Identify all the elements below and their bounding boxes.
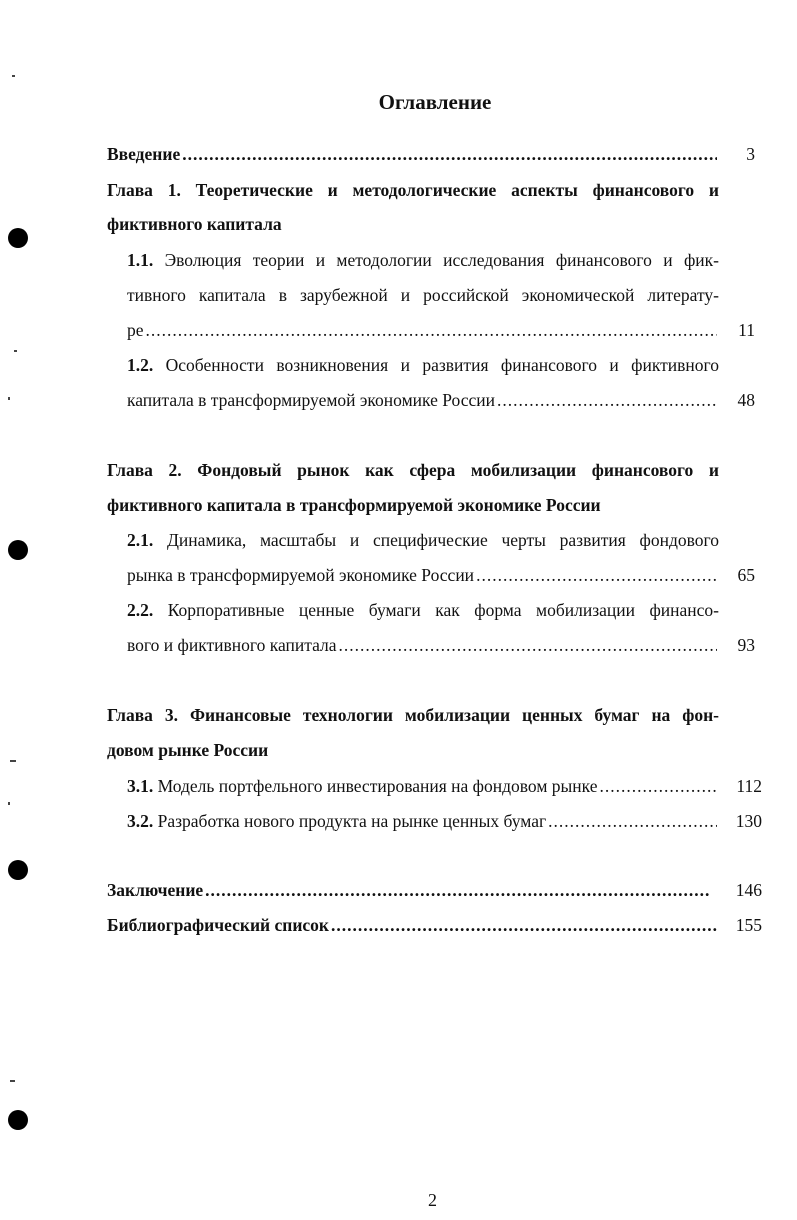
page-number: 2: [428, 1190, 437, 1210]
scan-speck: [10, 1080, 15, 1082]
toc-page: 3: [746, 144, 755, 164]
scan-speck: [14, 350, 17, 352]
scan-speck: [8, 397, 10, 400]
toc-entry-1-1-cont: тивного капитала в зарубежной и российской экономической литерату-: [127, 285, 719, 305]
toc-page: 93: [737, 635, 755, 655]
toc-entry-1-1: 1.1. Эволюция теории и методологии исследования финансового и фик-: [127, 250, 719, 270]
toc-entry-2-2: 2.2. Корпоративные ценные бумаги как форма мобилизации финансо-: [127, 600, 720, 620]
toc-label: Введение: [107, 144, 181, 164]
toc-entry-2-1-end: рынка в трансформируемой экономике России .....: [127, 565, 719, 586]
binder-hole: [8, 860, 28, 880]
page-title: Оглавление: [378, 90, 492, 114]
toc-entry-bibliography: Библиографический список .....: [107, 915, 719, 936]
toc-page: 48: [737, 390, 755, 410]
toc-page: 11: [738, 320, 755, 340]
chapter-3-heading-cont: довом рынке России: [107, 740, 269, 760]
chapter-2-heading-cont: фиктивного капитала в трансформируемой экономике России: [107, 495, 601, 515]
scan-speck: [10, 760, 16, 762]
toc-page: 130: [735, 811, 762, 831]
toc-entry-3-2: 3.2. Разработка нового продукта на рынке ценных бумаг .....: [127, 811, 719, 832]
chapter-1-heading-cont: фиктивного капитала: [107, 214, 282, 234]
scan-speck: [12, 75, 15, 77]
binder-hole: [8, 228, 28, 248]
toc-page: 112: [736, 776, 762, 796]
toc-entry-intro: [107, 144, 719, 165]
chapter-2-heading: Глава 2. Фондовый рынок как сфера мобилизации финансового и: [107, 460, 719, 480]
toc-entry-2-2-end: вого и фиктивного капитала .....: [127, 635, 719, 656]
toc-page: 146: [735, 880, 762, 900]
toc-entry-1-2: 1.2. Особенности возникновения и развития финансового и фиктивного: [127, 355, 720, 375]
chapter-1-heading: Глава 1. Теоретические и методологические аспекты финансового и: [107, 180, 719, 200]
binder-hole: [8, 1110, 28, 1130]
toc-entry-1-2-end: капитала в трансформируемой экономике России .....: [127, 390, 719, 411]
scan-speck: [8, 802, 10, 805]
toc-page: 155: [735, 915, 762, 935]
toc-entry-3-1: 3.1. Модель портфельного инвестирования на фондовом рынке .....: [127, 776, 719, 797]
toc-page: 65: [737, 565, 755, 585]
chapter-3-heading: Глава 3. Финансовые технологии мобилизации ценных бумаг на фон-: [107, 705, 719, 725]
toc-entry-2-1: 2.1. Динамика, масштабы и специфические черты развития фондового: [127, 530, 719, 550]
toc-entry-1-1-end: ре .....: [127, 320, 719, 341]
toc-entry-conclusion: Заключение .....: [107, 880, 712, 901]
binder-hole: [8, 540, 28, 560]
